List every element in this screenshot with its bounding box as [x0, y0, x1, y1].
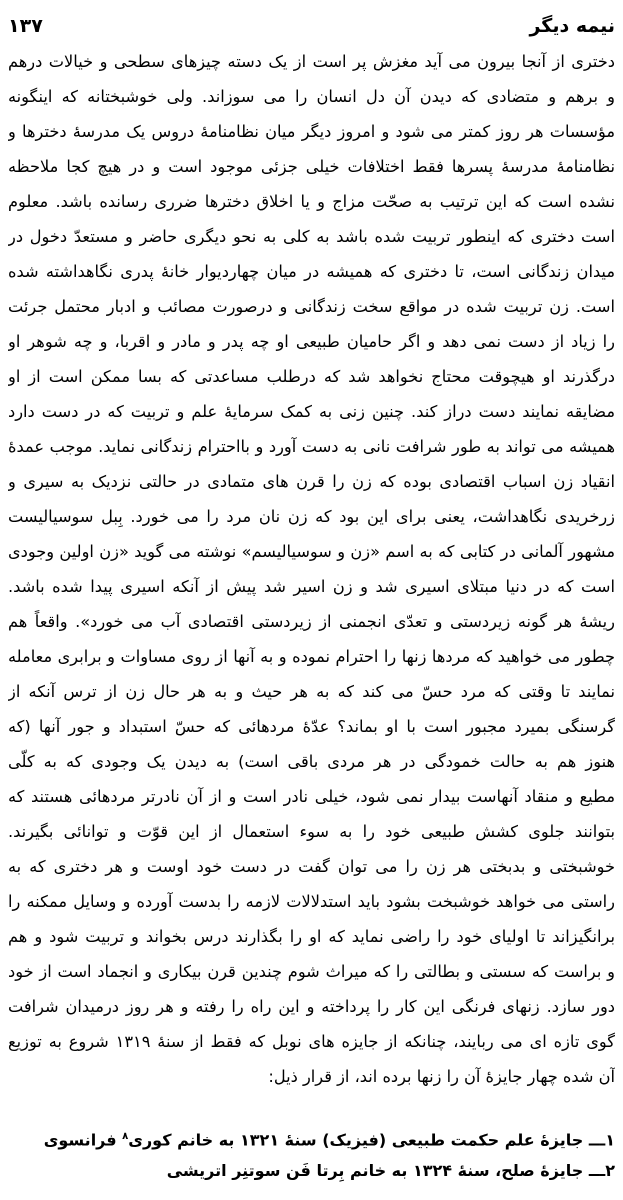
- body-text: [8, 44, 615, 1094]
- text-line: گرسنگی بمیرد مجبور است با او بماند؟ عدّهٔ مردهائی که حسّ استبداد و جور آنها (که: [8, 717, 615, 736]
- text-line: آن شده چهار جایزهٔ آن را زنها برده اند، از قرار ذیل:: [268, 1067, 615, 1086]
- text-line: هنوز هم به حالت خمودگی در هر مردی باقی است) به دیدن یک وجودی که به کلّی: [8, 752, 615, 771]
- text-line: مطیع و منقاد آنهاست بیدار نمی شود، خیلی نادر است و از آن نادرتر مردهائی هستند که: [8, 787, 615, 806]
- text-line: برانگیزاند تا اولیای خود را راضی نماید که او را بگذارند درس بخواند و تربیت شود و هم: [8, 927, 615, 946]
- list-text: جایزهٔ علم حکمت طبیعی (فیزیک) سنهٔ ۱۳۲۱ به خانم کوری: [128, 1130, 584, 1150]
- list-item: [43, 1120, 615, 1154]
- text-line: انقیاد زن اسباب اقتصادی بوده که زن را قرن های متمادی در حالتی نزدیک به سیری و: [8, 472, 615, 491]
- text-line: مؤسسات هر روز کمتر می شود و امروز دیگر میان نظامنامهٔ دروس یک مدرسهٔ دخترها و: [8, 122, 615, 141]
- text-line: راستی می خواهد خوشبخت بشود باید استدلالات لازمه را بدست آورده و وسایل ممکنه را: [8, 892, 615, 911]
- text-line: چطور می خواهید که مردها زنها را احترام نموده و به آنها از روی مساوات و برابری معامله: [8, 647, 615, 666]
- text-line: میدان زندگانی است، تا دختری که همیشه در میان چهاردیوار خانهٔ پدری نگاهداشته شده: [8, 262, 615, 281]
- list-number: ۲ـــ: [588, 1161, 615, 1180]
- text-line: زرخریدی نگاهداشت، یعنی برای این بود که زن نان مرد را می خورد. بِبل سوسیالیست: [8, 507, 615, 526]
- list-tail: فرانسوی: [43, 1130, 123, 1150]
- text-line: مشهور آلمانی در کتابی که به اسم «زن و سوسیالیسم» نوشته می گوید «زن اولین وجودی: [8, 542, 615, 561]
- text-line: مضایقه نمایند دست دراز کند. چنین زنی به کمک سرمایهٔ علم و تربیت که در دست دارد: [8, 402, 615, 421]
- text-line: است. زن تربیت شده در مواقع سخت زندگانی و درصورت مصائب و ادبار محتمل جرئت: [8, 297, 615, 316]
- list-tail: اتریشی: [166, 1161, 233, 1180]
- text-line: نظامنامهٔ مدرسهٔ پسرها فقط اختلافات خیلی جزئی موجود است و در هیچ کجا ملاحظه: [8, 157, 615, 176]
- list-item: [80, 1154, 615, 1188]
- list-number: ۱ـــ: [588, 1130, 615, 1150]
- text-line: گوی تازه ای می ربایند، چنانکه از جایزه های نوبل که فقط از سنهٔ ۱۳۱۹ شروع به توزیع: [8, 1032, 615, 1051]
- nobel-list: [43, 1120, 615, 1188]
- page-number: ۱۳۷: [8, 15, 43, 37]
- text-line: بتوانند جلوی کشش طبیعی خود را به سوء استعمال از این قوّت و توانائی بگیرند.: [8, 822, 615, 841]
- text-line: و برهم و متضادی که دیدن آن دل انسان را می سوزاند. ولی خوشبختانه که اینگونه: [8, 87, 615, 106]
- text-line: درگذرند او هیچوقت محتاج نخواهد شد که درطلب مساعدتی که بسا ممکن است از او: [8, 367, 615, 386]
- text-line: نشده است که این ترتیب به صحّت مزاج و یا اخلاق دخترها ضرری رسانده باشد. معلوم: [8, 192, 615, 211]
- text-line: است دختری که اینطور تربیت شده باشد به کلی به نحو دیگری حاضر و مستعدّ دخول در: [8, 227, 615, 246]
- text-line: خوشبختی و بدبختی هر زن را می توان گفت در دست خود اوست و هر دختری که به: [8, 857, 615, 876]
- text-line: دختری از آنجا بیرون می آید مغزش پر است از یک دسته چیزهای سطحی و خیالات درهم: [8, 52, 615, 71]
- text-line: همیشه می تواند به طور شرافت نانی به دست آورد و بااحترام زندگانی نماید. موجب عمدهٔ: [8, 437, 615, 456]
- list-text: جایزهٔ صلح، سنهٔ ۱۳۲۴ به خانم بِرتا فَن سوتنِر: [232, 1161, 584, 1180]
- text-line: است که در دنیا مبتلای اسیری شد و زن اسیر شد پیش از آنکه اسیری پیدا شده باشد.: [8, 577, 615, 596]
- text-line: را زیاد از دست نمی دهد و اگر حامیان طبیعی او چه پدر و مادر و اقربا، و چه شوهر او: [8, 332, 615, 351]
- text-line: نمایند تا وقتی که مرد حسّ می کند که به هر حیث و به هر حال زن از ترس آنکه از: [8, 682, 615, 701]
- page-header: [8, 12, 615, 40]
- footnote-mark: ۸: [122, 1131, 129, 1142]
- text-line: و براست که سستی و بطالتی را که میراث شوم چندین قرن بیکاری و انجماد است از خود: [8, 962, 615, 981]
- text-line: ریشهٔ هر گونه زیردستی و تعدّی انجمنی از زیردستی اقتصادی آب می خورد». واقعاً هم: [8, 612, 615, 631]
- text-line: دور سازد. زنهای فرنگی این کار را پرداخته و این راه را رفته و هر روز درمیدان شرافت: [8, 997, 615, 1016]
- running-title: نیمه دیگر: [529, 15, 615, 37]
